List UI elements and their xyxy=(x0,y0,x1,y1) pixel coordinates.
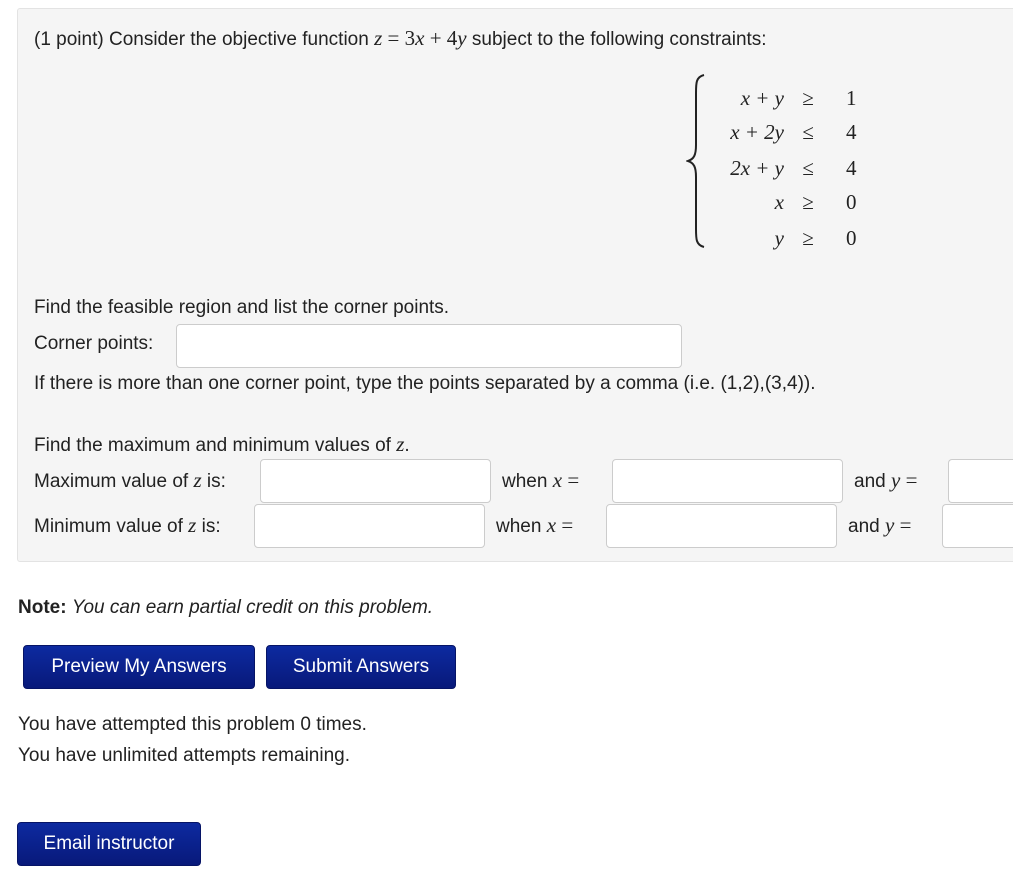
submit-answers-button[interactable]: Submit Answers xyxy=(266,645,456,689)
min-y-input[interactable] xyxy=(942,504,1013,548)
remaining-text: You have unlimited attempts remaining. xyxy=(18,745,350,766)
constraint-rhs: 4 xyxy=(846,120,857,144)
objective-coef-2: 4 xyxy=(446,26,458,50)
constraint-row xyxy=(686,81,876,115)
intro-prefix: (1 point) Consider the objective function xyxy=(34,29,369,50)
preview-answers-button[interactable]: Preview My Answers xyxy=(23,645,255,689)
corner-points-input[interactable] xyxy=(176,324,682,368)
max-label-suffix: is: xyxy=(206,471,226,492)
constraint-row xyxy=(686,115,876,149)
constraint-row xyxy=(686,151,876,185)
find-extrema-suffix: . xyxy=(404,435,410,456)
constraint-system xyxy=(686,73,876,249)
objective-eq: = xyxy=(382,26,405,50)
partial-credit-note xyxy=(18,597,433,619)
constraint-rows xyxy=(686,73,876,249)
min-and-eq: = xyxy=(899,513,912,537)
min-when-eq: = xyxy=(561,513,574,537)
find-extrema-var: z xyxy=(396,432,405,456)
min-label-prefix: Minimum value of xyxy=(34,516,183,537)
max-when-var: x xyxy=(552,468,563,492)
constraint-lhs: x + 2y xyxy=(730,120,784,144)
objective-plus: + xyxy=(424,26,447,50)
max-when-text: when xyxy=(502,471,548,492)
find-extrema-text xyxy=(34,432,410,457)
problem-panel xyxy=(17,8,1013,562)
min-when-var: x xyxy=(546,513,557,537)
constraint-rhs: 0 xyxy=(846,190,857,214)
corner-hint-text: If there is more than one corner point, type the points separated by a comma (i.e. (1,2),(3,4)). xyxy=(34,373,816,394)
max-when-eq: = xyxy=(567,468,580,492)
constraint-relation: ≤ xyxy=(802,120,814,144)
constraint-row xyxy=(686,221,876,255)
min-and-text: and xyxy=(848,516,880,537)
note-label: Note: xyxy=(18,597,67,618)
min-label xyxy=(34,513,221,538)
max-and-eq: = xyxy=(905,468,918,492)
min-when-text: when xyxy=(496,516,542,537)
max-value-input[interactable] xyxy=(260,459,491,503)
constraint-lhs: x xyxy=(774,190,784,214)
find-extrema-prefix: Find the maximum and minimum values of xyxy=(34,435,391,456)
intro-suffix: subject to the following constraints: xyxy=(471,29,767,50)
constraint-relation: ≥ xyxy=(802,226,814,250)
objective-var-1: x xyxy=(415,26,425,50)
note-text: You can earn partial credit on this problem. xyxy=(71,597,434,618)
constraint-lhs: 2x + y xyxy=(730,156,784,180)
constraint-relation: ≤ xyxy=(802,156,814,180)
objective-coef-1: 3 xyxy=(404,26,416,50)
max-label-prefix: Maximum value of xyxy=(34,471,189,492)
constraint-rhs: 4 xyxy=(846,156,857,180)
max-when-label xyxy=(502,468,579,493)
min-label-suffix: is: xyxy=(201,516,221,537)
corner-points-label: Corner points: xyxy=(34,333,154,354)
email-instructor-button[interactable]: Email instructor xyxy=(17,822,201,866)
objective-var-2: y xyxy=(457,26,467,50)
max-x-input[interactable] xyxy=(612,459,843,503)
min-and-label xyxy=(848,513,911,538)
max-and-var: y xyxy=(890,468,901,492)
min-value-input[interactable] xyxy=(254,504,485,548)
constraint-relation: ≥ xyxy=(802,190,814,214)
constraint-rhs: 1 xyxy=(846,86,857,110)
max-and-text: and xyxy=(854,471,886,492)
min-and-var: y xyxy=(884,513,895,537)
objective-var: z xyxy=(374,26,383,50)
min-x-input[interactable] xyxy=(606,504,837,548)
min-label-var: z xyxy=(188,513,197,537)
problem-intro xyxy=(34,26,767,51)
find-region-text: Find the feasible region and list the corner points. xyxy=(34,297,450,318)
constraint-rhs: 0 xyxy=(846,226,857,250)
constraint-row xyxy=(686,185,876,219)
min-when-label xyxy=(496,513,573,538)
max-y-input[interactable] xyxy=(948,459,1013,503)
max-and-label xyxy=(854,468,917,493)
max-label-var: z xyxy=(193,468,202,492)
constraint-lhs: y xyxy=(774,226,784,250)
constraint-relation: ≥ xyxy=(802,86,814,110)
constraint-lhs: x + y xyxy=(740,86,784,110)
attempts-text: You have attempted this problem 0 times. xyxy=(18,714,367,735)
max-label xyxy=(34,468,226,493)
